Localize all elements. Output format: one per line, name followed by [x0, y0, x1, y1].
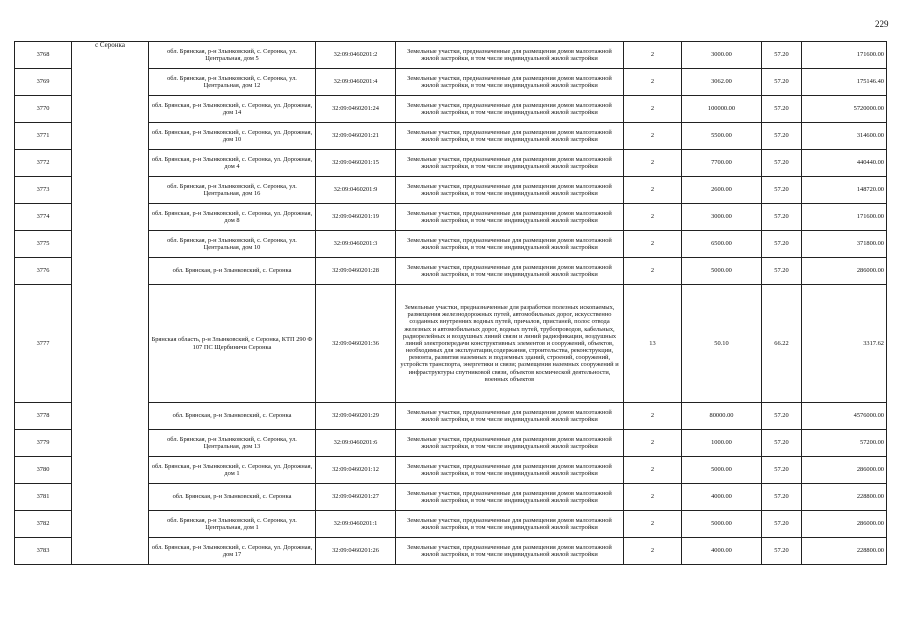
cadastral-value-cell: 5720000.00	[802, 96, 887, 123]
cadastral-value-cell: 371800.00	[802, 231, 887, 258]
land-use-cell: Земельные участки, предназначенные для размещения домов малоэтажной жилой застройки, в том числе индивидуальной жилой застройки	[396, 69, 624, 96]
row-number: 3773	[15, 177, 72, 204]
area-cell: 3000.00	[682, 204, 762, 231]
category-cell: 2	[624, 123, 682, 150]
row-number: 3770	[15, 96, 72, 123]
land-use-cell: Земельные участки, предназначенные для размещения домов малоэтажной жилой застройки, в том числе индивидуальной жилой застройки	[396, 457, 624, 484]
rate-cell: 57.20	[762, 430, 802, 457]
land-use-cell: Земельные участки, предназначенные для размещения домов малоэтажной жилой застройки, в том числе индивидуальной жилой застройки	[396, 123, 624, 150]
address-cell: обл. Брянская, р-н Злынковский, с. Серонка, ул. Центральная, дом 5	[149, 42, 316, 69]
category-cell: 2	[624, 511, 682, 538]
land-use-cell: Земельные участки, предназначенные для размещения домов малоэтажной жилой застройки, в том числе индивидуальной жилой застройки	[396, 484, 624, 511]
category-cell: 2	[624, 484, 682, 511]
address-cell: обл. Брянская, р-н Злынковский, с. Серонка, ул. Дорожная, дом 17	[149, 538, 316, 565]
land-use-cell: Земельные участки, предназначенные для размещения домов малоэтажной жилой застройки, в том числе индивидуальной жилой застройки	[396, 258, 624, 285]
area-cell: 3000.00	[682, 42, 762, 69]
address-cell: обл. Брянская, р-н Злынковский, с. Серонка, ул. Центральная, дом 16	[149, 177, 316, 204]
cadastral-number-cell: 32:09:0460201:29	[316, 403, 396, 430]
address-cell: обл. Брянская, р-н Злынковский, с. Серонка, ул. Дорожная, дом 4	[149, 150, 316, 177]
category-cell: 2	[624, 538, 682, 565]
land-use-cell: Земельные участки, предназначенные для размещения домов малоэтажной жилой застройки, в том числе индивидуальной жилой застройки	[396, 511, 624, 538]
rate-cell: 57.20	[762, 42, 802, 69]
area-cell: 80000.00	[682, 403, 762, 430]
category-cell: 2	[624, 204, 682, 231]
cadastral-value-cell: 3317.62	[802, 285, 887, 403]
cadastral-value-cell: 286000.00	[802, 258, 887, 285]
cadastral-number-cell: 32:09:0460201:19	[316, 204, 396, 231]
row-number: 3771	[15, 123, 72, 150]
cadastral-value-cell: 314600.00	[802, 123, 887, 150]
cadastral-number-cell: 32:09:0460201:6	[316, 430, 396, 457]
cadastral-number-cell: 32:09:0460201:2	[316, 42, 396, 69]
category-cell: 2	[624, 403, 682, 430]
address-cell: обл. Брянская, р-н Злынковский, с. Серонка, ул. Дорожная, дом 1	[149, 457, 316, 484]
cadastral-value-table	[14, 41, 887, 565]
category-cell: 2	[624, 42, 682, 69]
category-cell: 13	[624, 285, 682, 403]
row-number: 3778	[15, 403, 72, 430]
cadastral-number-cell: 32:09:0460201:28	[316, 258, 396, 285]
cadastral-value-cell: 175146.40	[802, 69, 887, 96]
address-cell: Брянская область, р-н Злынковский, с Серонка, КТП 290 Ф 107 ПС Щербиничи Серонка	[149, 285, 316, 403]
rate-cell: 57.20	[762, 177, 802, 204]
row-number: 3774	[15, 204, 72, 231]
row-number: 3779	[15, 430, 72, 457]
cadastral-number-cell: 32:09:0460201:3	[316, 231, 396, 258]
row-number: 3768	[15, 42, 72, 69]
row-number: 3780	[15, 457, 72, 484]
rate-cell: 57.20	[762, 231, 802, 258]
cadastral-number-cell: 32:09:0460201:21	[316, 123, 396, 150]
rate-cell: 57.20	[762, 538, 802, 565]
land-use-cell: Земельные участки, предназначенные для размещения домов малоэтажной жилой застройки, в том числе индивидуальной жилой застройки	[396, 231, 624, 258]
rate-cell: 57.20	[762, 96, 802, 123]
category-cell: 2	[624, 430, 682, 457]
address-cell: обл. Брянская, р-н Злынковский, с. Серонка	[149, 258, 316, 285]
area-cell: 50.10	[682, 285, 762, 403]
category-cell: 2	[624, 231, 682, 258]
address-cell: обл. Брянская, р-н Злынковский, с. Серонка, ул. Центральная, дом 1	[149, 511, 316, 538]
cadastral-value-cell: 171600.00	[802, 204, 887, 231]
rate-cell: 57.20	[762, 511, 802, 538]
category-cell: 2	[624, 457, 682, 484]
area-cell: 1000.00	[682, 430, 762, 457]
land-use-cell: Земельные участки, предназначенные для размещения домов малоэтажной жилой застройки, в том числе индивидуальной жилой застройки	[396, 150, 624, 177]
cadastral-number-cell: 32:09:0460201:9	[316, 177, 396, 204]
locality-cell: с Серонка	[72, 42, 149, 565]
cadastral-number-cell: 32:09:0460201:1	[316, 511, 396, 538]
address-cell: обл. Брянская, р-н Злынковский, с. Серонка, ул. Дорожная, дом 14	[149, 96, 316, 123]
rate-cell: 57.20	[762, 150, 802, 177]
cadastral-number-cell: 32:09:0460201:27	[316, 484, 396, 511]
cadastral-number-cell: 32:09:0460201:15	[316, 150, 396, 177]
cadastral-value-cell: 171600.00	[802, 42, 887, 69]
area-cell: 100000.00	[682, 96, 762, 123]
cadastral-number-cell: 32:09:0460201:26	[316, 538, 396, 565]
cadastral-value-cell: 440440.00	[802, 150, 887, 177]
cadastral-value-cell: 286000.00	[802, 457, 887, 484]
row-number: 3769	[15, 69, 72, 96]
address-cell: обл. Брянская, р-н Злынковский, с. Серонка, ул. Центральная, дом 12	[149, 69, 316, 96]
category-cell: 2	[624, 150, 682, 177]
category-cell: 2	[624, 258, 682, 285]
land-use-cell: Земельные участки, предназначенные для размещения домов малоэтажной жилой застройки, в том числе индивидуальной жилой застройки	[396, 430, 624, 457]
area-cell: 3062.00	[682, 69, 762, 96]
row-number: 3776	[15, 258, 72, 285]
address-cell: обл. Брянская, р-н Злынковский, с. Серонка	[149, 403, 316, 430]
table-row	[15, 42, 887, 69]
area-cell: 5000.00	[682, 258, 762, 285]
cadastral-value-cell: 148720.00	[802, 177, 887, 204]
land-use-cell: Земельные участки, предназначенные для размещения домов малоэтажной жилой застройки, в том числе индивидуальной жилой застройки	[396, 204, 624, 231]
rate-cell: 57.20	[762, 258, 802, 285]
area-cell: 5000.00	[682, 457, 762, 484]
address-cell: обл. Брянская, р-н Злынковский, с. Серонка, ул. Центральная, дом 10	[149, 231, 316, 258]
land-use-cell: Земельные участки, предназначенные для разработки полезных ископаемых, размещения железнодорожных путей, автомобильных дорог, искусственно созданных внутренних водных путей, причалов, пристаней, полос отвода железных и автомобильных дорог, водных путей, трубопроводов, кабельных, радиорелейных и воздушных линий связи и линий радиофикации, воздушных линий электропередачи конструктивных элементов и сооружений, объектов, необходимых для эксплуатации,содержания, строительства, реконструкции, ремонта, развития наземных и подземных зданий, строений, сооружений, устройств транспорта, энергетики и связи; размещения наземных сооружений и инфраструктуры спутниковой связи, объектов космической деятельности, военных объектов	[396, 285, 624, 403]
land-use-cell: Земельные участки, предназначенные для размещения домов малоэтажной жилой застройки, в том числе индивидуальной жилой застройки	[396, 177, 624, 204]
cadastral-number-cell: 32:09:0460201:4	[316, 69, 396, 96]
land-use-cell: Земельные участки, предназначенные для размещения домов малоэтажной жилой застройки, в том числе индивидуальной жилой застройки	[396, 42, 624, 69]
rate-cell: 57.20	[762, 123, 802, 150]
cadastral-number-cell: 32:09:0460201:36	[316, 285, 396, 403]
category-cell: 2	[624, 177, 682, 204]
row-number: 3782	[15, 511, 72, 538]
land-use-cell: Земельные участки, предназначенные для размещения домов малоэтажной жилой застройки, в том числе индивидуальной жилой застройки	[396, 538, 624, 565]
cadastral-number-cell: 32:09:0460201:12	[316, 457, 396, 484]
land-use-cell: Земельные участки, предназначенные для размещения домов малоэтажной жилой застройки, в том числе индивидуальной жилой застройки	[396, 96, 624, 123]
row-number: 3777	[15, 285, 72, 403]
land-use-cell: Земельные участки, предназначенные для размещения домов малоэтажной жилой застройки, в том числе индивидуальной жилой застройки	[396, 403, 624, 430]
area-cell: 5500.00	[682, 123, 762, 150]
area-cell: 7700.00	[682, 150, 762, 177]
row-number: 3775	[15, 231, 72, 258]
row-number: 3772	[15, 150, 72, 177]
rate-cell: 57.20	[762, 204, 802, 231]
rate-cell: 57.20	[762, 484, 802, 511]
address-cell: обл. Брянская, р-н Злынковский, с. Серонка, ул. Дорожная, дом 10	[149, 123, 316, 150]
address-cell: обл. Брянская, р-н Злынковский, с. Серонка, ул. Центральная, дом 13	[149, 430, 316, 457]
row-number: 3781	[15, 484, 72, 511]
area-cell: 5000.00	[682, 511, 762, 538]
area-cell: 4000.00	[682, 538, 762, 565]
area-cell: 6500.00	[682, 231, 762, 258]
row-number: 3783	[15, 538, 72, 565]
rate-cell: 57.20	[762, 457, 802, 484]
page-number: 229	[875, 19, 889, 29]
address-cell: обл. Брянская, р-н Злынковский, с. Серонка, ул. Дорожная, дом 8	[149, 204, 316, 231]
rate-cell: 57.20	[762, 403, 802, 430]
address-cell: обл. Брянская, р-н Злынковский, с. Серонка	[149, 484, 316, 511]
area-cell: 4000.00	[682, 484, 762, 511]
cadastral-value-cell: 57200.00	[802, 430, 887, 457]
cadastral-value-cell: 228800.00	[802, 538, 887, 565]
cadastral-value-cell: 228800.00	[802, 484, 887, 511]
category-cell: 2	[624, 96, 682, 123]
rate-cell: 66.22	[762, 285, 802, 403]
cadastral-number-cell: 32:09:0460201:24	[316, 96, 396, 123]
table-body	[15, 42, 887, 565]
category-cell: 2	[624, 69, 682, 96]
area-cell: 2600.00	[682, 177, 762, 204]
cadastral-value-cell: 4576000.00	[802, 403, 887, 430]
rate-cell: 57.20	[762, 69, 802, 96]
cadastral-value-cell: 286000.00	[802, 511, 887, 538]
